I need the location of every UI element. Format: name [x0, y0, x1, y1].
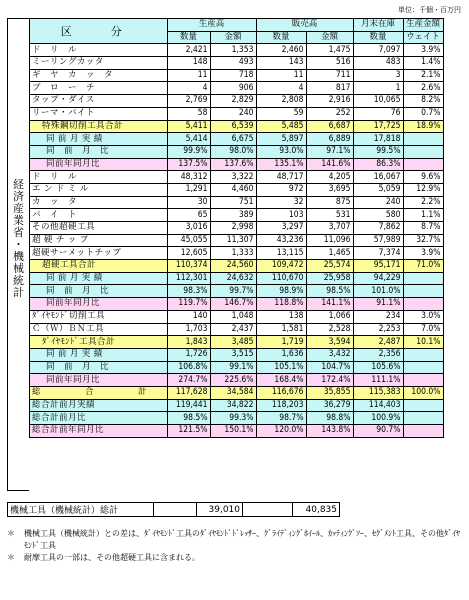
table-row [30, 158, 444, 171]
row-value: 13,115 [256, 247, 306, 260]
table-row [30, 82, 444, 95]
row-value: 58 [167, 107, 210, 120]
table-row [30, 425, 444, 438]
row-value: 59 [256, 107, 306, 120]
row-value: 93.0% [256, 145, 306, 158]
row-label: 同前年同月比 [30, 298, 168, 311]
row-value: 10,065 [353, 95, 403, 108]
row-value: 1,475 [306, 44, 353, 57]
row-value: 111.1% [353, 374, 403, 387]
row-value: 98.5% [167, 412, 210, 425]
row-label: ド リ ル [30, 44, 168, 57]
row-value: 25,574 [306, 260, 353, 273]
row-value: 168.4% [256, 374, 306, 387]
row-value: 135.1% [256, 158, 306, 171]
row-value: 7.0% [403, 323, 443, 336]
row-value: 141.6% [306, 158, 353, 171]
row-value: 225.6% [210, 374, 256, 387]
row-value [403, 133, 443, 146]
footnotes [7, 528, 462, 564]
row-label: エ ン ド ミ ル [30, 183, 168, 196]
table-row [30, 69, 444, 82]
row-value: 252 [306, 107, 353, 120]
row-label: ブ ロ ー チ [30, 82, 168, 95]
row-value: 24,632 [210, 272, 256, 285]
row-value [403, 158, 443, 171]
row-value: 140 [167, 310, 210, 323]
footnote [7, 552, 462, 564]
row-value: 103 [256, 209, 306, 222]
row-label: リーマ・バイト [30, 107, 168, 120]
table-row [30, 310, 444, 323]
row-value: 4 [256, 82, 306, 95]
row-value: 148 [167, 57, 210, 70]
inventory-header: 月末在庫 [353, 19, 403, 32]
row-value: 11,307 [210, 234, 256, 247]
row-value: 105.6% [353, 361, 403, 374]
category-header: 区 分 [30, 19, 168, 44]
row-value: 143 [256, 57, 306, 70]
row-value: 7,097 [353, 44, 403, 57]
row-label: 同 前 月 実 績 [30, 272, 168, 285]
row-label: 同 前 月 比 [30, 145, 168, 158]
row-value: 7,374 [353, 247, 403, 260]
row-label: 同 前 月 実 績 [30, 348, 168, 361]
table-row [30, 323, 444, 336]
row-value: 119,441 [167, 399, 210, 412]
row-label: 同 前 月 実 績 [30, 133, 168, 146]
row-value: 389 [210, 209, 256, 222]
row-value: 98.8% [306, 412, 353, 425]
row-value: 274.7% [167, 374, 210, 387]
row-value: 99.9% [167, 145, 210, 158]
row-value [403, 361, 443, 374]
row-value: 1.1% [403, 209, 443, 222]
row-value: 1,843 [167, 336, 210, 349]
weight-header: ウェイト [403, 31, 443, 44]
production-qty-header: 数量 [167, 31, 210, 44]
sidebar-label: 経 済 産 業 省 ・ 機 械 統 計 [13, 178, 24, 299]
row-value: 3,515 [210, 348, 256, 361]
row-value: 1,703 [167, 323, 210, 336]
table-row [30, 361, 444, 374]
row-value: 32.7% [403, 234, 443, 247]
unit-note: 単位：千個・百万円 [398, 6, 461, 14]
row-value: 2,528 [306, 323, 353, 336]
row-value: 36,279 [306, 399, 353, 412]
row-value: 116,676 [256, 386, 306, 399]
statistics-table [29, 18, 444, 438]
row-value: 817 [306, 82, 353, 95]
table-row [30, 298, 444, 311]
row-value: 2,769 [167, 95, 210, 108]
row-value: 6,675 [210, 133, 256, 146]
row-label: ギ ヤ カ ッ タ [30, 69, 168, 82]
row-value: 2,253 [353, 323, 403, 336]
row-value: 43,236 [256, 234, 306, 247]
weight-group-header: 生産金額 [403, 19, 443, 32]
row-value: 972 [256, 183, 306, 196]
row-value: 718 [210, 69, 256, 82]
row-value: 99.5% [353, 145, 403, 158]
row-value: 3,432 [306, 348, 353, 361]
row-value: 3,594 [306, 336, 353, 349]
row-label: 総合計前月比 [30, 412, 168, 425]
table-row [30, 285, 444, 298]
row-value: 71.0% [403, 260, 443, 273]
footnote-mark: ＊ [7, 529, 15, 538]
row-value: 2,356 [353, 348, 403, 361]
row-value: 2.1% [403, 69, 443, 82]
row-value: 100.9% [353, 412, 403, 425]
row-value: 118.8% [256, 298, 306, 311]
row-value: 106.8% [167, 361, 210, 374]
row-value: 121.5% [167, 425, 210, 438]
row-value: 65 [167, 209, 210, 222]
row-value: 3,322 [210, 171, 256, 184]
row-value: 18.9% [403, 120, 443, 133]
row-value: 1,465 [306, 247, 353, 260]
row-value: 24,560 [210, 260, 256, 273]
row-value: 483 [353, 57, 403, 70]
row-value: 10.1% [403, 336, 443, 349]
row-value: 516 [306, 57, 353, 70]
row-value: 1,726 [167, 348, 210, 361]
row-value: 99.7% [210, 285, 256, 298]
row-value: 137.6% [210, 158, 256, 171]
row-value: 1,719 [256, 336, 306, 349]
row-value: 906 [210, 82, 256, 95]
header-row-1 [30, 19, 444, 32]
row-value: 12,605 [167, 247, 210, 260]
row-label: 同前年同月比 [30, 374, 168, 387]
row-value [403, 399, 443, 412]
row-value [403, 272, 443, 285]
row-value: 45,055 [167, 234, 210, 247]
row-label: 総 合 計 [30, 386, 168, 399]
row-value: 3,297 [256, 222, 306, 235]
row-value: 11 [167, 69, 210, 82]
row-value: 2,808 [256, 95, 306, 108]
row-value: 150.1% [210, 425, 256, 438]
row-value: 137.5% [167, 158, 210, 171]
footnote-mark: ＊ [7, 553, 15, 562]
table-row [30, 120, 444, 133]
row-value: 0.7% [403, 107, 443, 120]
row-value: 3,707 [306, 222, 353, 235]
row-label: 同 前 月 比 [30, 285, 168, 298]
row-value: 98.3% [167, 285, 210, 298]
table-row [30, 209, 444, 222]
row-value: 3 [353, 69, 403, 82]
row-value: 711 [306, 69, 353, 82]
machine-stats-blank [154, 503, 197, 517]
row-value: 146.7% [210, 298, 256, 311]
row-value: 4 [167, 82, 210, 95]
footnote-text: 耐摩工具の一部は、その他超硬工具に含まれる。 [24, 553, 200, 562]
row-label: Ｃ（Ｗ）ＢＮ工具 [30, 323, 168, 336]
row-label: 総合計前年同月比 [30, 425, 168, 438]
table-row [30, 171, 444, 184]
row-label: その他超硬工具 [30, 222, 168, 235]
row-value: 98.9% [256, 285, 306, 298]
table-row [30, 260, 444, 273]
sales-qty-header: 数量 [256, 31, 306, 44]
table-row [30, 183, 444, 196]
row-value: 2,487 [353, 336, 403, 349]
row-value: 172.4% [306, 374, 353, 387]
table-row [30, 386, 444, 399]
row-value: 17,818 [353, 133, 403, 146]
source-sidebar [7, 18, 29, 491]
row-label: 超 硬 チ ッ プ [30, 234, 168, 247]
machine-stats-label: 機械工具（機械統計）総計 [8, 503, 154, 517]
row-value: 3,485 [210, 336, 256, 349]
row-label: タップ・ダイス [30, 95, 168, 108]
row-value: 6,889 [306, 133, 353, 146]
machine-stats-blank [243, 503, 293, 517]
row-value: 110,670 [256, 272, 306, 285]
row-value: 5,414 [167, 133, 210, 146]
row-label: 同前年同月比 [30, 158, 168, 171]
row-value: 1,048 [210, 310, 256, 323]
row-value: 99.3% [210, 412, 256, 425]
row-value: 48,312 [167, 171, 210, 184]
row-value: 98.5% [306, 285, 353, 298]
row-value: 1 [353, 82, 403, 95]
machine-stats-production: 39,010 [197, 503, 243, 517]
row-value: 105.1% [256, 361, 306, 374]
table-row [30, 272, 444, 285]
row-value: 90.7% [353, 425, 403, 438]
row-value: 101.0% [353, 285, 403, 298]
table-row [30, 145, 444, 158]
row-value: 240 [353, 196, 403, 209]
row-value: 1,353 [210, 44, 256, 57]
row-value: 9.6% [403, 171, 443, 184]
row-value: 99.1% [210, 361, 256, 374]
row-value: 98.0% [210, 145, 256, 158]
table-row [30, 348, 444, 361]
row-value: 493 [210, 57, 256, 70]
table-row [30, 196, 444, 209]
row-value: 3,016 [167, 222, 210, 235]
row-value: 2,460 [256, 44, 306, 57]
row-value: 141.1% [306, 298, 353, 311]
row-value: 115,383 [353, 386, 403, 399]
row-value: 2,916 [306, 95, 353, 108]
row-value [403, 145, 443, 158]
row-value: 30 [167, 196, 210, 209]
table-row [30, 95, 444, 108]
sales-amount-header: 金額 [306, 31, 353, 44]
row-value: 1,581 [256, 323, 306, 336]
row-value [403, 285, 443, 298]
row-value: 5,411 [167, 120, 210, 133]
row-value [403, 374, 443, 387]
row-value: 1,291 [167, 183, 210, 196]
row-label: ﾀﾞｲﾔﾓﾝﾄﾞ切削工具 [30, 310, 168, 323]
row-value: 2,437 [210, 323, 256, 336]
production-amount-header: 金額 [210, 31, 256, 44]
table-row [30, 234, 444, 247]
row-value: 35,855 [306, 386, 353, 399]
row-value: 48,717 [256, 171, 306, 184]
row-value: 1.4% [403, 57, 443, 70]
row-value: 2.6% [403, 82, 443, 95]
table-row [30, 336, 444, 349]
row-label: ド リ ル [30, 171, 168, 184]
row-label: 特殊鋼切削工具合計 [30, 120, 168, 133]
row-value: 118,203 [256, 399, 306, 412]
row-label: 超硬サーメットチップ [30, 247, 168, 260]
row-value: 120.0% [256, 425, 306, 438]
row-value: 95,171 [353, 260, 403, 273]
row-value: 580 [353, 209, 403, 222]
row-label: 同 前 月 比 [30, 361, 168, 374]
row-value: 11 [256, 69, 306, 82]
table-row [30, 133, 444, 146]
row-value: 2,829 [210, 95, 256, 108]
row-value: 117,628 [167, 386, 210, 399]
row-value: 4,205 [306, 171, 353, 184]
row-value: 32 [256, 196, 306, 209]
row-value: 234 [353, 310, 403, 323]
row-value: 119.7% [167, 298, 210, 311]
row-value: 2,421 [167, 44, 210, 57]
row-value: 3.0% [403, 310, 443, 323]
row-value: 98.7% [256, 412, 306, 425]
table-row [30, 247, 444, 260]
sales-header: 販売高 [256, 19, 353, 32]
table-row [30, 44, 444, 57]
row-value: 8.2% [403, 95, 443, 108]
table-row [30, 399, 444, 412]
row-value: 57,989 [353, 234, 403, 247]
row-value: 17,725 [353, 120, 403, 133]
row-value: 112,301 [167, 272, 210, 285]
row-value: 94,229 [353, 272, 403, 285]
row-label: 総合計前月実績 [30, 399, 168, 412]
footnote [7, 528, 462, 552]
row-value: 531 [306, 209, 353, 222]
row-value: 34,822 [210, 399, 256, 412]
row-value: 104.7% [306, 361, 353, 374]
footnote-text: 機械工具（機械統計）との差は、ﾀﾞｲﾔﾓﾝﾄﾞ工具のﾀﾞｲﾔﾓﾝﾄﾞﾄﾞﾚｯｻｰ、ｸﾞﾗｲﾃﾞｨﾝｸﾞﾎｲｰﾙ、ｶｯﾃｨﾝｸﾞｿｰ、ｾｸﾞﾒﾝﾄ工具、その他ﾀﾞｲﾔﾓﾝﾄﾞ工具 [24, 529, 460, 550]
row-value: 12.9% [403, 183, 443, 196]
row-value: 91.1% [353, 298, 403, 311]
table-row [30, 107, 444, 120]
row-value: 3.9% [403, 247, 443, 260]
table-row [30, 222, 444, 235]
row-value [403, 412, 443, 425]
row-label: ミーリングカッタ [30, 57, 168, 70]
machine-stats-table [7, 502, 340, 517]
row-value: 143.8% [306, 425, 353, 438]
row-value: 97.1% [306, 145, 353, 158]
row-value: 8.7% [403, 222, 443, 235]
row-value: 3,695 [306, 183, 353, 196]
row-value: 1,066 [306, 310, 353, 323]
row-label: 超硬工具合計 [30, 260, 168, 273]
row-value: 109,472 [256, 260, 306, 273]
row-value: 138 [256, 310, 306, 323]
row-value [403, 425, 443, 438]
row-value: 1,636 [256, 348, 306, 361]
production-header: 生産高 [167, 19, 256, 32]
row-value: 7,862 [353, 222, 403, 235]
row-label: カ ッ タ [30, 196, 168, 209]
row-label: バ イ ト [30, 209, 168, 222]
row-value: 875 [306, 196, 353, 209]
row-value: 86.3% [353, 158, 403, 171]
machine-stats-sales: 40,835 [293, 503, 340, 517]
row-value: 110,374 [167, 260, 210, 273]
machine-stats-row [8, 503, 340, 517]
row-value: 2,998 [210, 222, 256, 235]
table-row [30, 57, 444, 70]
row-value [403, 348, 443, 361]
row-value: 3.9% [403, 44, 443, 57]
row-value: 4,460 [210, 183, 256, 196]
row-value: 5,897 [256, 133, 306, 146]
row-value: 1,333 [210, 247, 256, 260]
row-value [403, 298, 443, 311]
row-value: 34,584 [210, 386, 256, 399]
row-label: ﾀﾞｲﾔﾓﾝﾄﾞ工具合計 [30, 336, 168, 349]
table-row [30, 374, 444, 387]
row-value: 11,096 [306, 234, 353, 247]
row-value: 751 [210, 196, 256, 209]
row-value: 16,067 [353, 171, 403, 184]
table-row [30, 412, 444, 425]
row-value: 6,687 [306, 120, 353, 133]
row-value: 2.2% [403, 196, 443, 209]
row-value: 114,403 [353, 399, 403, 412]
inventory-qty-header: 数量 [353, 31, 403, 44]
row-value: 240 [210, 107, 256, 120]
row-value: 76 [353, 107, 403, 120]
row-value: 25,958 [306, 272, 353, 285]
row-value: 6,539 [210, 120, 256, 133]
row-value: 100.0% [403, 386, 443, 399]
row-value: 5,485 [256, 120, 306, 133]
row-value: 5,059 [353, 183, 403, 196]
